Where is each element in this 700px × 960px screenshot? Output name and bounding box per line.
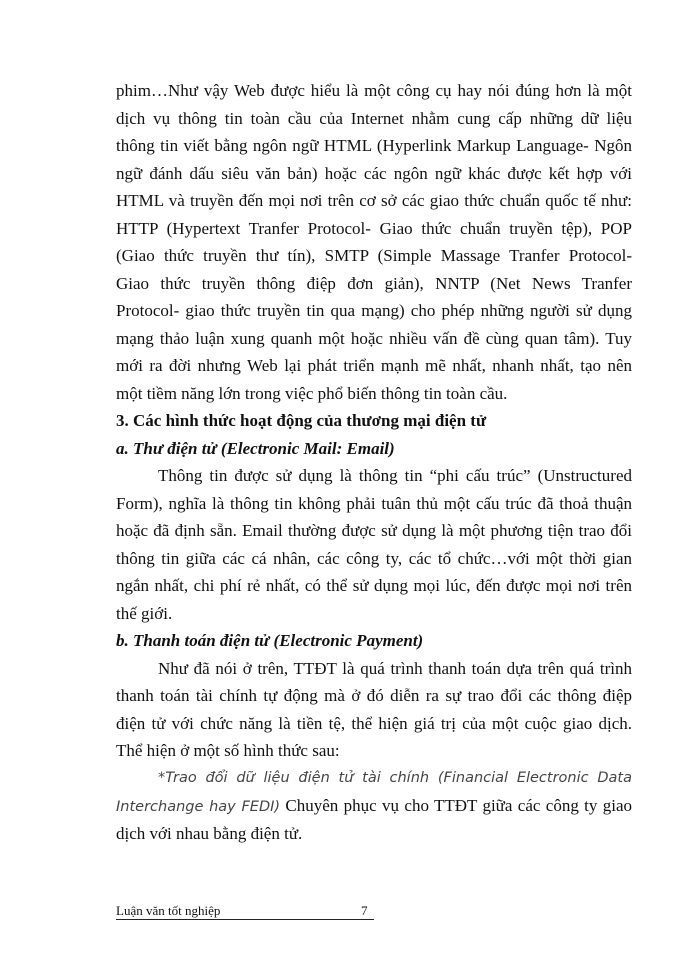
text-line: Như đã nói ở trên, TTĐT là quá trình thanh toán dựa trên quá trình	[158, 658, 632, 678]
text-line: điện tử với chức năng là tiền tệ, thể hiện giá trị của một cuộc giao dịch.	[116, 713, 632, 733]
text-line	[116, 792, 632, 820]
text-line: Protocol- giao thức truyền tin qua mạng) cho phép những người sử dụng	[116, 301, 632, 320]
text-line: HTTP (Hypertext Tranfer Protocol- Giao thức chuẩn truyền tệp), POP	[116, 218, 632, 238]
text-line: hoặc đã định sẵn. Email thường được sử dụng là một phương tiện trao đổi	[116, 521, 632, 540]
text-line: thế giới.	[116, 603, 173, 623]
fedi-italic-line: *Trao đổi dữ liệu điện tử tài chính (Financial Electronic Data	[158, 769, 632, 786]
footer-label: Luận văn tốt nghiệp	[116, 903, 221, 918]
page-footer	[116, 902, 374, 920]
text-line: một tiềm năng lớn trong việc phổ biến thông tin toàn cầu.	[116, 383, 508, 403]
document-page	[116, 77, 632, 847]
text-line: phim…Như vậy Web được hiểu là một công cụ hay nói đúng hơn là một	[116, 81, 632, 100]
text-line: ngắn nhất, chi phí rẻ nhất, có thể sử dụng mọi lúc, đến được mọi nơi trên	[116, 576, 632, 595]
text-line: thanh toán tài chính tự động mà ở đó diễn ra sự trao đổi các thông điệp	[116, 686, 632, 705]
text-line: thông tin giữa các cá nhân, các công ty, các tổ chức…với một thời gian	[116, 548, 632, 568]
fedi-italic-term: Interchange hay FEDI)	[116, 799, 281, 815]
subsection-heading-email: a. Thư điện tử (Electronic Mail: Email)	[116, 438, 395, 458]
text-line: ngữ đánh dấu siêu văn bản) hoặc các ngôn ngữ khác được kết hợp với	[116, 163, 632, 183]
subsection-heading-payment: b. Thanh toán điện tử (Electronic Payment)	[116, 631, 424, 650]
page-number: 7	[361, 903, 368, 918]
text-line: Form), nghĩa là thông tin không phải tuân thủ một cấu trúc đã thoả thuận	[116, 493, 632, 513]
fedi-description: Chuyên phục vụ cho TTĐT giữa các công ty giao	[280, 796, 632, 815]
text-line: thông tin viết bằng ngôn ngữ HTML (Hyperlink Markup Language- Ngôn	[116, 136, 632, 155]
text-line: dịch với nhau bằng điện tử.	[116, 823, 303, 843]
text-line: mới ra đời nhưng Web lại phát triển mạnh mẽ nhất, nhanh nhất, tạo nên	[116, 356, 632, 375]
text-line: dịch vụ thông tin toàn cầu của Internet nhằm cung cấp những dữ liệu	[116, 108, 632, 128]
text-line: Thể hiện ở một số hình thức sau:	[116, 741, 340, 760]
text-line: mạng thảo luận xung quanh một hoặc nhiều vấn đề cùng quan tâm). Tuy	[116, 328, 632, 348]
text-line: Thông tin được sử dụng là thông tin “phi cấu trúc” (Unstructured	[158, 466, 632, 485]
section-heading: 3. Các hình thức hoạt động của thương mại điện tử	[116, 411, 487, 430]
text-line: (Giao thức truyền thư tín), SMTP (Simple Massage Tranfer Protocol-	[116, 246, 632, 265]
text-line: Giao thức truyền thông điệp đơn giản), NNTP (Net News Tranfer	[116, 273, 632, 293]
text-line: HTML và truyền đến mọi nơi trên cơ sở các giao thức chuẩn quốc tế như:	[116, 191, 632, 210]
